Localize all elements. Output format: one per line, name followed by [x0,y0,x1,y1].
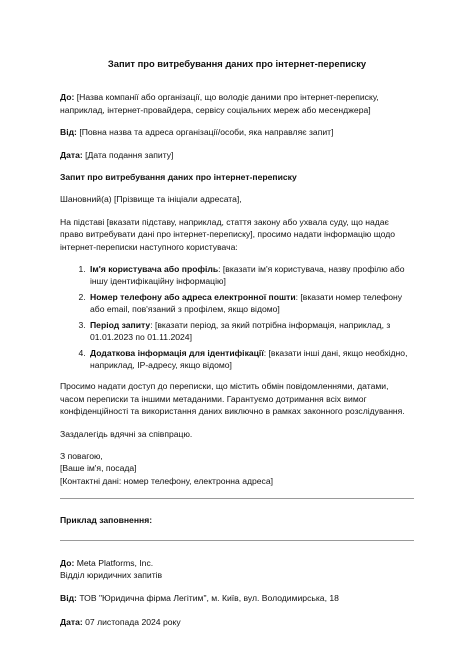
example-from-label: Від: [60,593,77,604]
document-title: Запит про витребування даних про інтернет-переписку [107,58,367,69]
example-from-value: ТОВ "Юридична фірма Легітим", м. Київ, вул. Володимирська, 18 [79,593,339,604]
list-item [88,291,414,316]
signature-name: [Ваше ім'я, посада] [60,463,137,474]
item-label: Період запиту [90,319,151,330]
example-to-label: До: [60,557,75,568]
subject-line: Запит про витребування даних про інтернет-переписку [60,172,297,183]
example-to-value: Meta Platforms, Inc. [76,557,154,568]
request-paragraph: Просимо надати доступ до переписки, що містить обмін повідомленнями, датами, часом переписки та іншими метаданими. Гарантуємо дотримання всіх вимог конфіденційності та використання даних виключно в рамках законного розслідування. [60,381,405,417]
list-item [88,263,414,288]
list-item [88,319,414,344]
item-text: : [вказати період, за який потрібна інформація, наприклад, з 01.01.2023 по 01.11.2024] [90,319,391,343]
item-text: : [вказати номер телефону або email, пов'язаний з профілем, якщо відомо] [90,291,403,315]
item-label: Додаткова інформація для ідентифікації [90,347,264,358]
signature-regards: З повагою, [60,450,103,461]
greeting: Шановний(а) [Прізвище та ініціали адресата], [60,194,242,205]
divider [60,498,414,499]
to-label: До: [60,92,75,103]
example-date-value: 07 листопада 2024 року [85,616,181,627]
divider [60,540,414,541]
example-to-dept: Відділ юридичних запитів [60,569,163,580]
example-to-block [60,557,414,582]
from-label: Від: [60,127,77,138]
thanks-line: Заздалегідь вдячні за співпрацю. [60,428,193,439]
request-items-list [60,263,414,371]
item-label: Ім'я користувача або профіль [90,264,219,275]
intro-paragraph: На підставі [вказати підставу, наприклад, стаття закону або ухвала суду, що надає право витребувати дані про інтернет-переписку], просимо надати інформацію щодо інтернет-переписки наступного користувача: [60,216,396,252]
list-item [88,347,414,372]
example-from-line [60,592,414,604]
signature-block [60,450,414,487]
date-value: [Дата подання запиту] [85,149,174,160]
item-label: Номер телефону або адреса електронної пошти [90,291,296,302]
example-date-label: Дата: [60,616,83,627]
item-text: : [вказати інші дані, якщо необхідно, наприклад, IP-адресу, якщо відомо] [90,347,408,370]
date-line [60,149,414,161]
from-line [60,126,414,138]
to-value: [Назва компанії або організації, що володіє даними про інтернет-переписку, наприклад, інтернет-провайдера, сервісу соціальних мереж або месенджера] [60,92,379,115]
date-label: Дата: [60,149,83,160]
to-line [60,91,414,116]
example-to-line [60,557,414,569]
example-date-line [60,616,414,628]
signature-contacts: [Контактні дані: номер телефону, електронна адреса] [60,475,274,486]
item-text: : [вказати ім'я користувача, назву профілю або іншу ідентифікаційну інформацію] [90,264,405,287]
from-value: [Повна назва та адреса організації/особи, яка направляє запит] [79,127,334,138]
example-heading: Приклад заповнення: [60,515,153,526]
